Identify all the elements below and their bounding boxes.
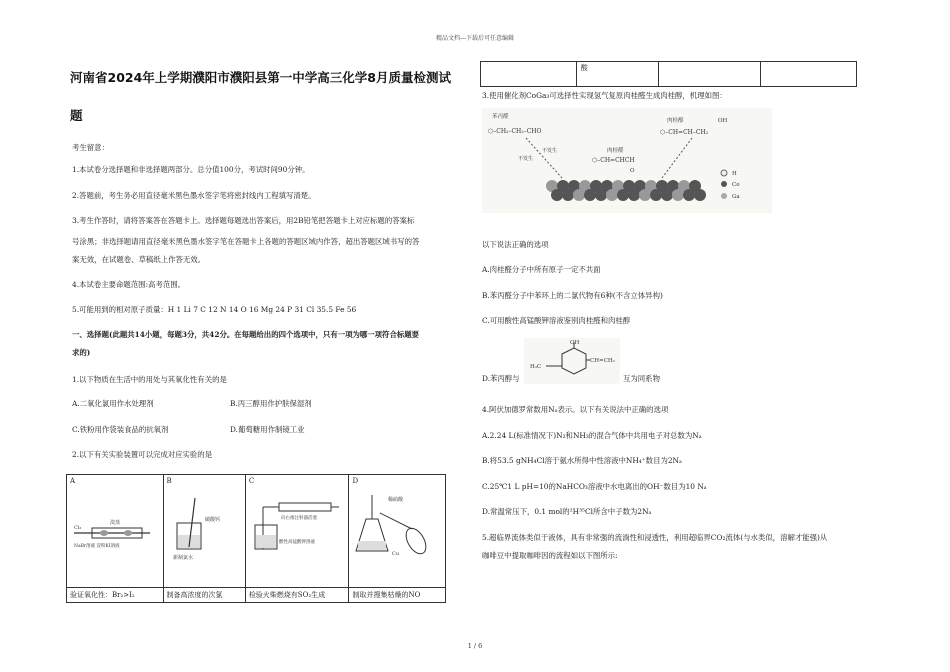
q1-option-c: C.铁粉用作袋装食品的抗氧剂	[72, 425, 169, 434]
q4-option-d: D.常温常压下，0.1 mol的²H³⁵Cl所含中子数为2Nₐ	[482, 507, 652, 516]
q2-cell-a	[67, 475, 164, 588]
fig-a-label-3: Cl₂	[74, 525, 82, 531]
notice-1: 1.本试卷分选择题和非选择题两部分。总分值100分，考试时间90分钟。	[72, 165, 310, 174]
q2-cell-c	[245, 475, 349, 588]
fig-d-label-2: Cu	[392, 551, 400, 557]
q2-cell-d	[349, 475, 446, 588]
q3-option-c: C.可用酸性高锰酸钾溶液鉴别肉桂醛和肉桂醇	[482, 316, 631, 325]
fig-a-label-2: NaBr溶液 淀粉KI溶液	[74, 544, 120, 549]
document-title-line-2: 题	[70, 108, 83, 123]
q2-label-c: C	[248, 477, 255, 485]
fig-d-label-1: 稀硝酸	[388, 497, 404, 503]
q1-option-b: B.丙三醇用作护肤保湿剂	[230, 399, 312, 408]
q5-line-1: 5.超临界流体类似于液体，具有非常强的流淌性和浸透性，利用超临界CO₂流体(与水类似，溶解才能强)从	[482, 533, 828, 542]
q2-caption-b: 制备高浓度的次氯	[163, 588, 245, 603]
notice-3b: 号涂黑；非选择题请用直径毫米黑色墨水签字笔在答题卡上各题的答题区域内作答，超出答题区域书写的答	[72, 237, 420, 246]
fig3-right-label: 肉桂醇	[667, 118, 684, 124]
catalyst-atom	[672, 189, 684, 201]
q2-label-a: A	[70, 477, 76, 485]
q3-option-d-suffix: 互为同系物	[623, 374, 660, 383]
q3-prompt: 以下说法正确的选项	[482, 240, 549, 249]
catalyst-atom	[628, 189, 640, 201]
continued-table-cell-3	[658, 62, 761, 87]
apparatus-c-figure	[249, 493, 341, 563]
catalyst-atom	[606, 189, 618, 201]
q2-cell-b	[163, 475, 245, 588]
notice-heading: 考生留意：	[72, 143, 109, 152]
q2-caption-c: 检验火柴燃烧有SO₂生成	[245, 588, 349, 603]
q3-option-d-structure	[524, 338, 620, 384]
q4-option-c: C.25℃1 L pH=10的NaHCO₃溶液中水电离出的OH⁻数目为10 Nₐ	[482, 482, 707, 491]
fig-b-label-2: 新制氯水	[172, 555, 193, 561]
page-header: 精品文档---下载后可任意编辑	[435, 35, 515, 42]
apparatus-d-figure	[352, 489, 438, 559]
fig-a-label-1: 溴蒸	[110, 520, 121, 526]
notice-2: 2.答题前，考生务必用直径毫米黑色墨水签字笔将密封线内工程填写清楚。	[72, 191, 316, 200]
q3-option-b: B.苯丙醛分子中苯环上的二氯代物有6种(不含立体异构)	[482, 291, 663, 300]
q1-stem: 1.以下物质在生活中的用处与其氧化性有关的是	[72, 375, 227, 384]
q3d-left: H₃C	[530, 364, 542, 370]
q1-option-d: D.葡萄糖用作制镜工业	[230, 425, 305, 434]
fig3-left-formula: ⬡–CH₂–CH₂–CHO	[488, 128, 542, 135]
catalyst-atom	[683, 189, 695, 201]
notice-5: 5.可能用到的相对原子质量：H 1 Li 7 C 12 N 14 O 16 Mg 24 P 31 Cl 35.5 Fe 56	[72, 305, 357, 314]
legend-h-dot	[721, 170, 727, 176]
q2-label-d: D	[352, 477, 359, 485]
catalyst-atom	[661, 189, 673, 201]
fig3-left-label: 苯丙醛	[492, 114, 509, 120]
section-heading-2: 求的)	[72, 348, 91, 357]
q4-option-b: B.将53.5 gNH₄Cl溶于氨水所得中性溶液中NH₄⁺数目为2Nₐ	[482, 456, 682, 465]
q2-caption-d: 制取并搜集枯燥的NO	[349, 588, 446, 603]
catalyst-surface	[546, 180, 706, 201]
catalyst-atom	[562, 189, 574, 201]
q4-stem: 4.阿伏加德罗常数用Nₐ表示。以下有关说法中正确的选项	[482, 405, 669, 414]
mechanism-diagram	[482, 108, 772, 213]
catalyst-atom	[595, 189, 607, 201]
notice-3c: 案无效，在试题卷、草稿纸上作答无效。	[72, 255, 206, 264]
q3-stem: 3.使用催化剂CoGa₃可选择性实现氢气复原肉桂醛生成肉桂醇，机理如图：	[482, 91, 727, 100]
document-title-line-1: 河南省2024年上学期濮阳市濮阳县第一中学高三化学8月质量检测试	[70, 70, 451, 85]
legend-h: H	[732, 171, 737, 177]
fig3-o: O	[630, 168, 635, 174]
fig-b-label-1: 碳酸钙	[204, 517, 220, 523]
legend-co: Co	[732, 182, 740, 188]
q3-option-a: A.肉桂醛分子中所有原子一定不共面	[482, 265, 601, 274]
fig-c-label-2: 酸性高锰酸钾溶液	[278, 540, 315, 545]
q3-option-d-prefix: D.苯丙醇与	[482, 374, 520, 383]
notice-4: 4.本试卷主要命题范围:高考范围。	[72, 280, 186, 289]
q2-stem: 2.以下有关实验装置可以完成对应实验的是	[72, 450, 213, 459]
continued-table-cell-4	[761, 62, 857, 87]
apparatus-a-figure	[70, 503, 156, 563]
legend-co-dot	[721, 181, 727, 187]
catalyst-atom	[694, 189, 706, 201]
catalyst-atom	[650, 189, 662, 201]
section-heading-1: 一、选择题(此题共14小题，每题3分，共42分。在每题给出的四个选项中，只有一项为哪一项符合标题要	[72, 330, 420, 339]
legend-ga: Ga	[732, 194, 740, 200]
catalyst-atom	[617, 189, 629, 201]
q4-option-a: A.2.24 L(标准情况下)N₂和NH₃的混合气体中共用电子对总数为Nₐ	[482, 431, 702, 440]
fig3-not-occur-1: 不发生	[542, 148, 558, 154]
continued-table-cell-2: 酸	[576, 62, 658, 87]
legend-ga-dot	[721, 193, 727, 199]
fig-c-label-1: 向右推注射器活塞	[280, 516, 317, 521]
catalyst-atom	[573, 189, 585, 201]
q3d-oh: OH	[570, 340, 580, 346]
q5-line-2: 咖啡豆中提取咖啡因的流程如以下图所示:	[482, 551, 618, 560]
q3d-right: CH=CH₂	[590, 358, 615, 364]
catalyst-atom	[639, 189, 651, 201]
fig3-oh: OH	[718, 118, 728, 124]
q1-option-a: A.二氧化氯用作水处理剂	[72, 399, 154, 408]
q2-caption-a: 验证氧化性：Br₂>I₂	[67, 588, 164, 603]
catalyst-atom	[584, 189, 596, 201]
continued-table	[480, 61, 857, 87]
fig3-right-formula: ⬡–CH=CH–CH₂	[660, 129, 709, 136]
fig3-mid-label: 肉桂醛	[607, 148, 624, 154]
apparatus-b-figure	[167, 493, 239, 563]
continued-table-cell-1	[481, 62, 577, 87]
catalyst-atom	[551, 189, 563, 201]
notice-3a: 3.考生作答时，请将答案答在答题卡上。选择题每题选出答案后，用2B铅笔把答题卡上对应标题的答案标	[72, 216, 415, 225]
mechanism-figure	[482, 108, 772, 213]
page-number: 1 / 6	[467, 642, 483, 650]
q2-apparatus-table	[66, 474, 446, 603]
structure-diagram	[524, 338, 620, 384]
q2-label-b: B	[166, 477, 172, 485]
fig3-not-occur-2: 不发生	[518, 156, 534, 162]
fig3-mid-formula: ⬡–CH=CHCH	[592, 157, 635, 164]
